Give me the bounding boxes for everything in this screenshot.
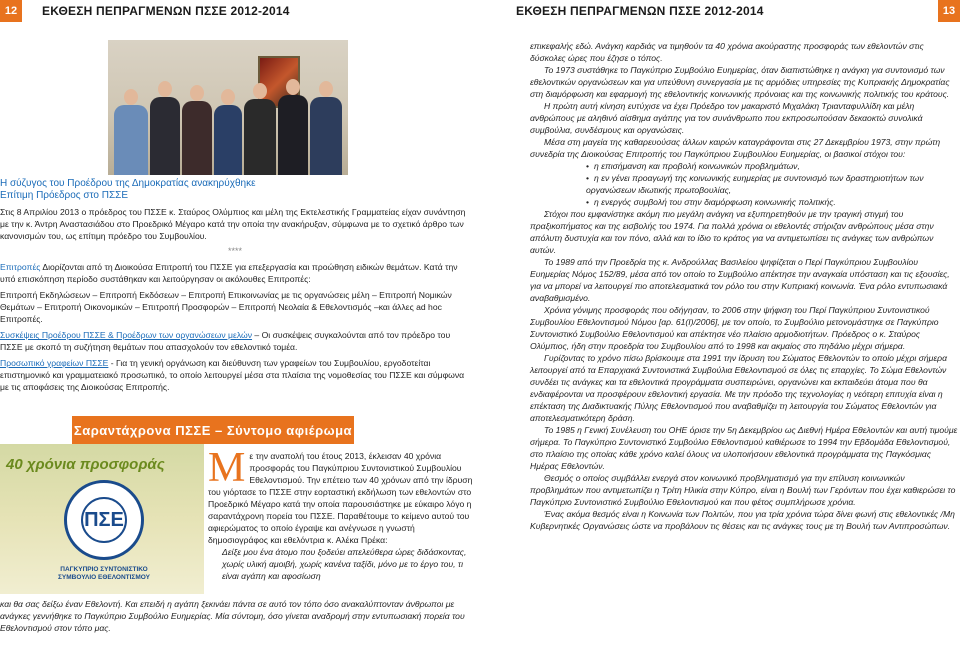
right-paragraph: επικεφαλής εδώ. Ανάγκη καρδιάς να τιμηθούν τα 40 χρόνια ακούραστης προσφοράς των εθελοντών στις δύσκολες ώρες που έζησε ο τόπος.	[530, 41, 924, 63]
person-figure	[310, 97, 342, 175]
anniversary-graphic	[0, 444, 204, 594]
photo-caption-line2: Επίτιμη Πρόεδρος στο ΠΣΣΕ	[0, 190, 128, 201]
photo-caption-line1: Η σύζυγος του Προέδρου της Δημοκρατίας ανακηρύχθηκε	[0, 178, 256, 189]
anniversary-banner: Σαραντάχρονα ΠΣΣΕ – Σύντομο αφιέρωμα	[72, 416, 354, 444]
left-page-number: 12	[0, 0, 22, 22]
right-column	[530, 40, 958, 532]
left-column	[0, 178, 470, 393]
right-paragraph: Γυρίζοντας το χρόνο πίσω βρίσκουμε στα 1991 την ίδρυση του Σώματος Εθελοντών το οποίο μέχρι σήμερα λειτουργεί από τα Επαρχιακά Συντονιστικά Συμβούλια Εθελοντισμού σε όλες τις επαρχίες. Το Σώμα Εθελοντών συνδέει τις ανάγκες και τα εθελοντικά προγράμματα συσπειρώνει, οργανώνει και εκπαιδεύει άτομα που θα ενδιαφέρονται να προσφέρουν εθελοντική εργασία. Με την πρόοδο της τεχνολογίας η νεότερη επιτυχία είναι η επέκταση της Διαδικτυακής Πύλης Εθελοντισμού που αναβαθμίζει τη λειτουργία του Σώματος Εθελοντών για αποτελεσματικότερη δράση.	[530, 353, 947, 423]
meeting-paragraph: Στις 8 Απριλίου 2013 ο πρόεδρος του ΠΣΣΕ κ. Σταύρος Ολύμπιος και μέλη της Εκτελεστικής Γραμματείας είχαν συνάντηση με την κ. Άντρη Αναστασιάδου στο Προεδρικό Μέγαρο κατά την οποία την ανακήρυξαν, σύμφωνα με το σχετικό άρθρο των κανονισμών του, ως επίτιμη πρόεδρο του Συμβουλίου.	[0, 207, 466, 241]
drop-cap: Μ	[208, 445, 246, 491]
person-figure	[244, 99, 276, 175]
left-running-title: ΕΚΘΕΣΗ ΠΕΠΡΑΓΜΕΝΩΝ ΠΣΣΕ 2012-2014	[42, 4, 290, 18]
group-photo	[108, 40, 348, 175]
person-figure	[114, 105, 148, 175]
right-paragraph: Θεσμός ο οποίος συμβάλλει ενεργά στον κοινωνικό προβληματισμό για την επίλυση κοινωνικών προβλημάτων που αντιμετωπίζει η Τρίτη Ηλικία στην Κύπρο, είναι η Βουλή των Γερόντων που έχει καθιερώσει το Παγκύπριο Συντονιστικό Συμβούλιο Εθελοντισμού και που φέτος συμπλήρωσε χρόνια.	[530, 473, 956, 507]
right-paragraph: Χρόνια γόνιμης προσφοράς που οδήγησαν, το 2006 στην ψήφιση του Περί Παγκύπριου Συντονιστικού Συμβουλίου Εθελοντισμού Νόμου [αρ. 61(Ι)/2006], με τον οποίο, το Συμβούλιο μετονομάστηκε σε Παγκύπριο Συντονιστικό Συμβούλιο Εθελοντισμού και απέκτησε νέο πλαίσιο αρμοδιοτήτων. Πρόεδρος ο κ. Σταύρος Ολύμπιος, ήδη στην προεδρία του Συμβουλίου από το 1998 και ακμαίος στο πηδάλιο μέχρι σήμερα.	[530, 305, 939, 351]
person-figure	[182, 101, 212, 175]
quote-paragraph: Δείξε μου ένα άτομο που ξοδεύει απελεύθερα ώρες διδάσκοντας, χωρίς υλική αμοιβή, χωρίς κανένα ταξίδι, μόνο με το έργο του, τι είναι αγάπη και αφοσίωση	[222, 547, 467, 581]
council-seal-icon	[64, 480, 144, 560]
committees-list: Επιτροπή Εκδηλώσεων – Επιτροπή Εκδόσεων – Επιτροπή Επικοινωνίας με τις οργανώσεις μέλη – Επιτροπή Νομικών Θεμάτων – Επιτροπή Οικονομικών – Επιτροπή Προσφορών – Επιτροπή Νεολαία & Εθελοντισμός –και άλλες ad hoc Επιτροπές.	[0, 290, 452, 324]
committees-paragraph	[0, 261, 470, 285]
right-paragraph: Ένας ακόμα θεσμός είναι η Κοινωνία των Πολιτών, που για τρία χρόνια τώρα δίνει φωνή στις εθελοντικές /Μη Κυβερνητικές Οργανώσεις ώστε να προβάλουν τις θέσεις και τις ανάγκες τους με τη Βουλή των Αντιπροσώπων.	[530, 509, 955, 531]
goals-list	[586, 160, 958, 208]
person-figure	[278, 95, 308, 175]
right-paragraph: Το 1989 από την Προεδρία της κ. Ανδρούλλας Βασιλείου ψηφίζεται ο Περί Παγκύπριου Συμβουλίου Ευημερίας Νόμος 152/89, μέσα από τον οποίο το Συμβούλιο απέκτησε την αναγκαία υπόσταση και τις εξουσίες, για να μπορεί να λειτουργεί πιο αποτελεσματικά τον ρόλο του στην Κυπριακή κοινωνία. Ένα ρόλο εντυπωσιακά αναβαθμισμένο.	[530, 257, 950, 303]
staff-label: Προσωπικό γραφείων ΠΣΣΕ	[0, 358, 109, 368]
right-paragraph: Το 1985 η Γενική Συνέλευση του ΟΗΕ όρισε την 5η Δεκεμβρίου ως Διεθνή Ημέρα Εθελοντών και αυτή τιμούμε σήμερα. Το Παγκύπριο Συντονιστικό Συμβούλιο Εθελοντισμού καθιέρωσε το 1994 την Εβδομάδα Εθελοντισμού, στο πλαίσιο της οποίας κάθε χρόνο καλεί όλους να υλοποιήσουν εθελοντικά προγράμματα της Παγκόσμιας Ημέρας Εθελοντών.	[530, 425, 958, 471]
right-paragraph: Η πρώτη αυτή κίνηση ευτύχισε να έχει Πρόεδρο τον μακαριστό Μιχαλάκη Τριανταφυλλίδη και μέλη ανθρώπους με αληθινό αίσθημα αγάπης για τον συνάνθρωπο που εκπροσωπούσαν δεκαοκτώ συνολικά συμβούλια, συνδέσμους και οργανώσεις.	[530, 101, 923, 135]
meetings-paragraph	[0, 329, 470, 353]
section-separator: ****	[227, 246, 242, 256]
closing-paragraph: και θα σας δείξω έναν Εθελοντή. Και επειδή η αγάπη ξεκινάει πάντα σε αυτό τον τόπο όσο ανακαλύπτονταν άνθρωποι με ανάγκες γεννήθηκε το Παγκύπριο Συμβούλιο Ευημερίας. Μία σύντομη, όσο γίνεται αναδρομή στην εντυπωσιακή πορεία του Εθελοντισμού στον τόπο μας.	[0, 599, 465, 633]
anniversary-text	[208, 445, 474, 582]
committees-text: Διορίζονται από τη Διοικούσα Επιτροπή του ΠΣΣΕ για επεξεργασία και προώθηση ειδικών θεμάτων. Κατά την υπό επισκόπηση περίοδο συστάθηκαν και λειτούργησαν οι ακόλουθες Επιτροπές:	[0, 262, 458, 284]
right-running-title: ΕΚΘΕΣΗ ΠΕΠΡΑΓΜΕΝΩΝ ΠΣΣΕ 2012-2014	[516, 4, 764, 18]
right-paragraph: Μέσα στη μαγεία της καθαρευούσας άλλων καιρών καταγράφονται στις 27 Δεκεμβρίου 1973, στην πρώτη συνεδρία της Διοικούσας Επιτροπής του Παγκύπριου Συμβουλίου Ευημερίας, οι βασικοί στόχοι του:	[530, 137, 941, 159]
committees-label: Επιτροπές	[0, 262, 41, 272]
goal-item: • η εν γένει προαγωγή της κοινωνικής ευημερίας με συντονισμό των δραστηριοτήτων των οργανώσεων ιδιωτικής πρωτοβουλίας,	[586, 172, 958, 196]
left-page-header	[0, 0, 480, 22]
goal-item: • η ενεργός συμβολή του στην διαμόρφωση κοινωνικής πολιτικής.	[586, 196, 958, 208]
right-paragraph: Το 1973 συστάθηκε το Παγκύπριο Συμβούλιο Ευημερίας, όταν διαπιστώθηκε η ανάγκη για συντονισμό των εθελοντικών οργανώσεων και για υπεύθυνη συνεργασία με τις αρμόδιες υπηρεσίες της Κυπριακής Δημοκρατίας στη διαμόρφωση και εφαρμογή της εθελοντικής κοινωνικής πρόνοιας και της κοινωνικής πολιτικής του κράτους.	[530, 65, 950, 99]
meetings-label: Συσκέψεις Προέδρου ΠΣΣΕ & Προέδρων των οργανώσεων μελών	[0, 330, 253, 340]
goal-item: • η επισήμανση και προβολή κοινωνικών προβλημάτων,	[586, 160, 958, 172]
person-figure	[150, 97, 180, 175]
person-figure	[214, 105, 242, 175]
staff-paragraph	[0, 357, 470, 393]
right-paragraph: Στόχοι που εμφανίστηκε ακόμη πιο μεγάλη ανάγκη να εξυπηρετηθούν με την τραγική στιγμή του πραξικοπήματος και της εισβολής του 1974. Για πολλά χρόνια οι εθελοντές στήριζαν ανθρώπους μέσα στην απόλυτη δυστυχία και τον πόνο, αλλά και το ίδιο το κράτος για να αντιμετωπίσει τις ανάγκες των ανθρώπων αυτών.	[530, 209, 934, 255]
anniversary-title: 40 χρόνια προσφοράς	[6, 456, 165, 473]
anniversary-paragraph: ε την αναπολή του έτους 2013, έκλεισαν 40 χρόνια προσφοράς του Παγκύπριου Συντονιστικού Συμβουλίου Εθελοντισμού. Την επέτειο των 40 χρόνων από την ίδρυση του γιόρτασε το ΠΣΣΕ στην εορταστική εκδήλωση των εθελοντών στο Προεδρικό Μέγαρο κατά την οποία παρουσιάστηκε με εύκαιρο λόγο η σαραντάχρονη πορεία του ΠΣΣΕ. Παραθέτουμε το κείμενο αυτού του αφιερώματος το οποίο έγραψε και ανέγνωσε η γνωστή δημοσιογράφος και εθελόντρια κ. Αλέκα Πρέκα:	[208, 451, 473, 545]
right-page-number: 13	[938, 0, 960, 22]
meetings-text: – Οι συσκέψεις συγκαλούνται από τον πρόεδρο του ΠΣΣΕ με σκοπό τη συζήτηση θεμάτων που απασχολούν τον εθελοντικό τομέα.	[0, 330, 451, 352]
right-page-header	[480, 0, 960, 22]
council-name: ΠΑΓΚΥΠΡΙΟ ΣΥΝΤΟΝΙΣΤΙΚΟ ΣΥΜΒΟΥΛΙΟ ΕΘΕΛΟΝΤΙΣΜΟΥ	[58, 566, 150, 581]
seal-mark: ΠΣΕ	[84, 508, 124, 531]
staff-text: - Για τη γενική οργάνωση και διεύθυνση των γραφείων του Συμβουλίου, εργοδοτείται επιστημονικό και γραμματειακό προσωπικό, το οποίο λειτουργεί μέσα στα πλαίσια της νομοθεσίας του ΠΣΣΕ και σύμφωνα με τις αποφάσεις της Διοικούσας Επιτροπής.	[0, 358, 465, 392]
